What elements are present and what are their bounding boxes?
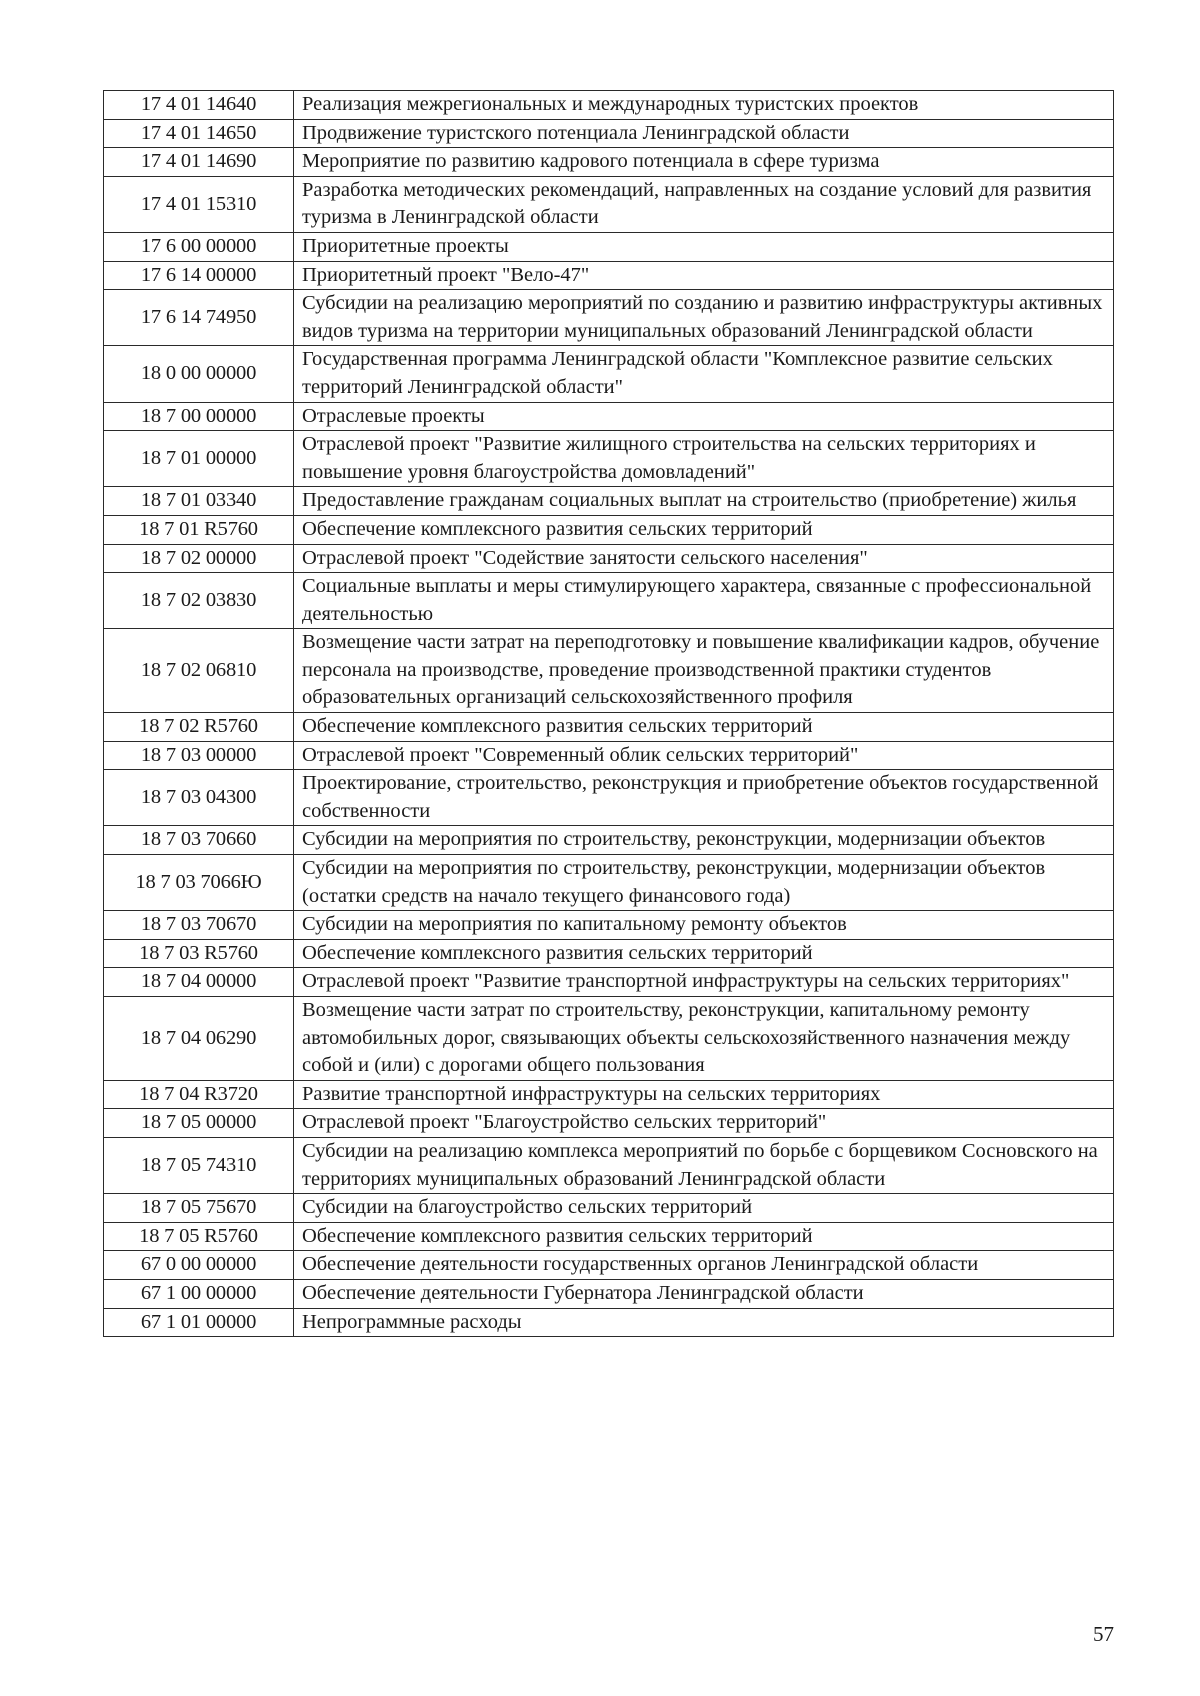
table-row	[104, 119, 1114, 148]
classification-code: 18 7 01 03340	[104, 487, 294, 516]
item-name: Субсидии на реализацию комплекса мероприятий по борьбе с борщевиком Сосновского на территориях муниципальных образований Ленинградской области	[294, 1137, 1114, 1193]
classification-code: 18 7 05 00000	[104, 1109, 294, 1138]
item-name: Отраслевой проект "Современный облик сельских территорий"	[294, 741, 1114, 770]
classification-code: 18 7 05 75670	[104, 1194, 294, 1223]
classification-code: 18 7 03 04300	[104, 770, 294, 826]
classification-code: 18 7 01 00000	[104, 431, 294, 487]
table-row	[104, 1194, 1114, 1223]
item-name: Развитие транспортной инфраструктуры на сельских территориях	[294, 1080, 1114, 1109]
item-name: Субсидии на мероприятия по строительству, реконструкции, модернизации объектов	[294, 826, 1114, 855]
item-name: Обеспечение комплексного развития сельских территорий	[294, 515, 1114, 544]
classification-code: 18 7 03 R5760	[104, 939, 294, 968]
item-name: Предоставление гражданам социальных выплат на строительство (приобретение) жилья	[294, 487, 1114, 516]
classification-code: 18 7 03 7066Ю	[104, 855, 294, 911]
item-name: Обеспечение комплексного развития сельских территорий	[294, 1222, 1114, 1251]
table-row	[104, 515, 1114, 544]
table-row	[104, 826, 1114, 855]
item-name: Отраслевой проект "Развитие транспортной инфраструктуры на сельских территориях"	[294, 968, 1114, 997]
classification-code: 18 7 05 74310	[104, 1137, 294, 1193]
table-row	[104, 346, 1114, 402]
classification-code: 18 7 02 00000	[104, 544, 294, 573]
item-name: Приоритетные проекты	[294, 232, 1114, 261]
classification-code: 17 6 14 74950	[104, 290, 294, 346]
page-number: 57	[1093, 1622, 1114, 1646]
classification-code: 18 7 02 03830	[104, 573, 294, 629]
classification-code: 18 7 01 R5760	[104, 515, 294, 544]
table-row	[104, 997, 1114, 1081]
table-row	[104, 629, 1114, 713]
classification-code: 17 4 01 15310	[104, 176, 294, 232]
table-row	[104, 487, 1114, 516]
item-name: Субсидии на благоустройство сельских территорий	[294, 1194, 1114, 1223]
classification-code: 17 4 01 14640	[104, 91, 294, 120]
table-row	[104, 1080, 1114, 1109]
table-row	[104, 1308, 1114, 1337]
item-name: Обеспечение деятельности Губернатора Ленинградской области	[294, 1279, 1114, 1308]
classification-code: 18 7 02 06810	[104, 629, 294, 713]
table-row	[104, 290, 1114, 346]
item-name: Обеспечение комплексного развития сельских территорий	[294, 713, 1114, 742]
table-row	[104, 741, 1114, 770]
table-row	[104, 91, 1114, 120]
table-row	[104, 1137, 1114, 1193]
item-name: Обеспечение комплексного развития сельских территорий	[294, 939, 1114, 968]
table-row	[104, 968, 1114, 997]
classification-code: 18 7 00 00000	[104, 402, 294, 431]
item-name: Отраслевой проект "Развитие жилищного строительства на сельских территориях и повышение уровня благоустройства домовладений"	[294, 431, 1114, 487]
table-row	[104, 573, 1114, 629]
classification-code: 18 7 04 06290	[104, 997, 294, 1081]
classification-code: 17 6 14 00000	[104, 261, 294, 290]
classification-code: 18 7 03 70660	[104, 826, 294, 855]
item-name: Отраслевой проект "Благоустройство сельских территорий"	[294, 1109, 1114, 1138]
table-row	[104, 713, 1114, 742]
item-name: Реализация межрегиональных и международных туристских проектов	[294, 91, 1114, 120]
item-name: Мероприятие по развитию кадрового потенциала в сфере туризма	[294, 148, 1114, 177]
classification-code: 17 4 01 14690	[104, 148, 294, 177]
table-row	[104, 544, 1114, 573]
table-row	[104, 232, 1114, 261]
budget-classification-table	[103, 90, 1114, 1337]
classification-code: 67 1 01 00000	[104, 1308, 294, 1337]
item-name: Возмещение части затрат на переподготовку и повышение квалификации кадров, обучение персонала на производстве, проведение производственной практики студентов образовательных организаций сельскохозяйственного профиля	[294, 629, 1114, 713]
item-name: Приоритетный проект "Вело-47"	[294, 261, 1114, 290]
classification-code: 18 0 00 00000	[104, 346, 294, 402]
item-name: Обеспечение деятельности государственных органов Ленинградской области	[294, 1251, 1114, 1280]
item-name: Проектирование, строительство, реконструкция и приобретение объектов государственной собственности	[294, 770, 1114, 826]
item-name: Субсидии на реализацию мероприятий по созданию и развитию инфраструктуры активных видов туризма на территории муниципальных образований Ленинградской области	[294, 290, 1114, 346]
item-name: Продвижение туристского потенциала Ленинградской области	[294, 119, 1114, 148]
classification-code: 18 7 03 70670	[104, 911, 294, 940]
classification-code: 17 4 01 14650	[104, 119, 294, 148]
classification-code: 67 0 00 00000	[104, 1251, 294, 1280]
table-row	[104, 939, 1114, 968]
classification-code: 18 7 04 R3720	[104, 1080, 294, 1109]
table-row	[104, 855, 1114, 911]
table-row	[104, 431, 1114, 487]
table-row	[104, 1279, 1114, 1308]
item-name: Социальные выплаты и меры стимулирующего характера, связанные с профессиональной деятельностью	[294, 573, 1114, 629]
classification-code: 17 6 00 00000	[104, 232, 294, 261]
table-row	[104, 770, 1114, 826]
item-name: Отраслевой проект "Содействие занятости сельского населения"	[294, 544, 1114, 573]
table-row	[104, 1251, 1114, 1280]
item-name: Разработка методических рекомендаций, направленных на создание условий для развития туризма в Ленинградской области	[294, 176, 1114, 232]
table-row	[104, 911, 1114, 940]
classification-code: 18 7 04 00000	[104, 968, 294, 997]
classification-code: 18 7 05 R5760	[104, 1222, 294, 1251]
classification-code: 18 7 02 R5760	[104, 713, 294, 742]
item-name: Отраслевые проекты	[294, 402, 1114, 431]
table-row	[104, 402, 1114, 431]
table-row	[104, 1222, 1114, 1251]
item-name: Государственная программа Ленинградской области "Комплексное развитие сельских территорий Ленинградской области"	[294, 346, 1114, 402]
item-name: Возмещение части затрат по строительству, реконструкции, капитальному ремонту автомобильных дорог, связывающих объекты сельскохозяйственного назначения между собой и (или) с дорогами общего пользования	[294, 997, 1114, 1081]
table-row	[104, 176, 1114, 232]
classification-code: 18 7 03 00000	[104, 741, 294, 770]
item-name: Субсидии на мероприятия по капитальному ремонту объектов	[294, 911, 1114, 940]
table-body	[104, 91, 1114, 1337]
item-name: Субсидии на мероприятия по строительству, реконструкции, модернизации объектов (остатки средств на начало текущего финансового года)	[294, 855, 1114, 911]
table-row	[104, 261, 1114, 290]
classification-code: 67 1 00 00000	[104, 1279, 294, 1308]
item-name: Непрограммные расходы	[294, 1308, 1114, 1337]
table-row	[104, 148, 1114, 177]
table-row	[104, 1109, 1114, 1138]
